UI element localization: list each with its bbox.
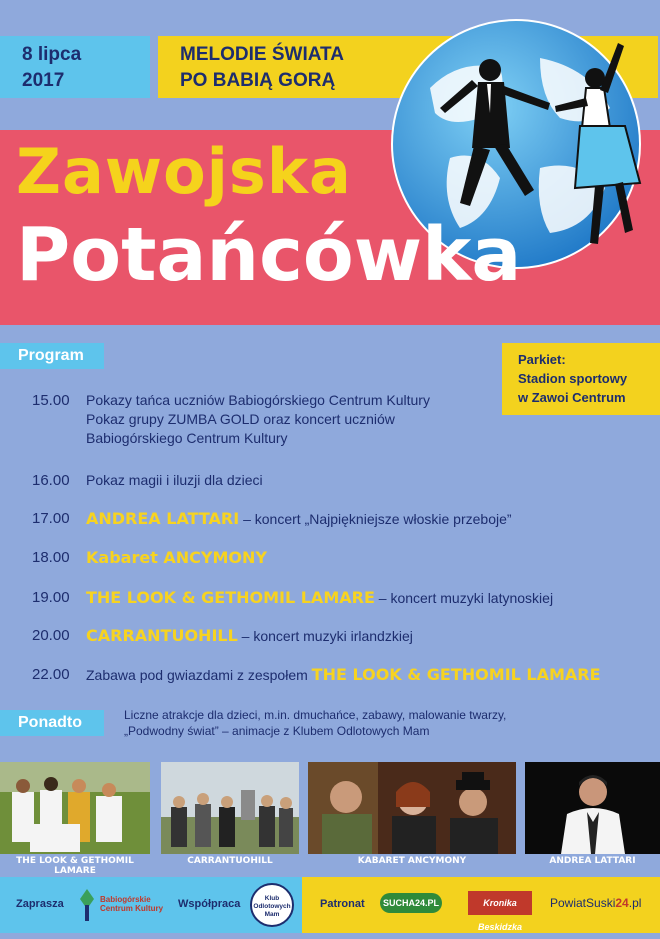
program-label: Program xyxy=(0,343,104,369)
photo-carrantuohill xyxy=(161,762,299,854)
event-date xyxy=(0,36,150,98)
powiatsuski-logo-number: 24 xyxy=(615,896,629,910)
date-year: 2017 xyxy=(22,70,65,91)
program-time: 22.00 xyxy=(32,666,70,683)
sucha24-logo: SUCHA24.PL xyxy=(380,893,442,913)
venue-label: Parkiet: xyxy=(518,352,566,367)
program-text-block xyxy=(86,548,267,568)
program-text-block xyxy=(86,626,413,646)
title-line2: Potańcówka xyxy=(16,212,522,298)
program-text: Babiogórskiego Centrum Kultury xyxy=(86,430,288,446)
program-time: 17.00 xyxy=(32,510,70,527)
bck-logo-line1: Babiogórskie xyxy=(100,895,151,904)
performer-name: ANDREA LATTARI xyxy=(86,509,240,528)
program-time: 16.00 xyxy=(32,472,70,489)
powiatsuski-logo xyxy=(550,896,641,910)
program-text-block xyxy=(86,665,601,685)
venue-line2: w Zawoi Centrum xyxy=(518,390,626,405)
extra-line1: Liczne atrakcje dla dzieci, m.in. dmuchańce, zabawy, malowanie twarzy, xyxy=(124,708,507,722)
photo-the-look xyxy=(0,762,150,854)
program-time: 20.00 xyxy=(32,627,70,644)
performer-name: THE LOOK & GETHOMIL LAMARE xyxy=(311,665,601,684)
extra-label: Ponadto xyxy=(0,710,104,736)
subtitle-line1: MELODIE ŚWIATA xyxy=(180,44,344,65)
program-text: – koncert muzyki latynoskiej xyxy=(374,590,554,606)
organizer-label: Zaprasza xyxy=(16,898,64,910)
date-day: 8 lipca xyxy=(22,44,82,65)
program-text-block xyxy=(86,588,553,608)
program-text: – koncert „Najpiękniejsze włoskie przeboje” xyxy=(239,511,512,527)
photo-caption: THE LOOK & GETHOMIL LAMARE xyxy=(16,856,134,876)
performer-name: THE LOOK & GETHOMIL LAMARE xyxy=(86,588,375,607)
venue-line1: Stadion sportowy xyxy=(518,371,628,386)
program-text-block xyxy=(86,509,512,529)
title-line1: Zawojska xyxy=(16,135,352,208)
program-time: 19.00 xyxy=(32,589,70,606)
cooperation-label: Współpraca xyxy=(178,898,241,910)
venue-box xyxy=(502,343,660,415)
program-time: 18.00 xyxy=(32,549,70,566)
bck-logo-text xyxy=(100,895,163,913)
kronika-logo: Kronika Beskidzka xyxy=(468,891,532,915)
performer-name: Kabaret ANCYMONY xyxy=(86,548,268,567)
performer-name: CARRANTUOHILL xyxy=(86,626,238,645)
photo-kabaret-ancymony xyxy=(308,762,516,854)
program-text: Pokaz grupy ZUMBA GOLD oraz koncert uczniów xyxy=(86,411,395,427)
bck-logo-icon xyxy=(78,887,96,923)
program-text-block xyxy=(86,391,430,448)
photo-caption: KABARET ANCYMONY xyxy=(357,856,467,866)
extra-text xyxy=(124,707,506,739)
photo-caption: CARRANTUOHILL xyxy=(187,856,273,866)
footer-patrons xyxy=(302,877,660,933)
powiatsuski-logo-text: PowiatSuski xyxy=(550,896,616,910)
program-text: – koncert muzyki irlandzkiej xyxy=(237,628,413,644)
footer-organizers xyxy=(0,877,302,933)
extra-line2: „Podwodny świat” – animacje z Klubem Odlotowych Mam xyxy=(124,724,430,738)
photo-caption: ANDREA LATTARI xyxy=(549,856,636,866)
photo-andrea-lattari xyxy=(525,762,660,854)
program-text: Pokaz magii i iluzji dla dzieci xyxy=(86,472,263,488)
program-text: Zabawa pod gwiazdami z zespołem xyxy=(86,667,312,683)
bck-logo-line2: Centrum Kultury xyxy=(100,904,164,913)
powiatsuski-logo-tld: .pl xyxy=(628,896,642,910)
program-text: Pokazy tańca uczniów Babiogórskiego Centrum Kultury xyxy=(86,392,430,408)
patron-label: Patronat xyxy=(320,898,365,910)
club-logo: Klub Odlotowych Mam xyxy=(250,883,294,927)
subtitle-line2: PO BABIĄ GORĄ xyxy=(180,70,336,91)
program-time: 15.00 xyxy=(32,392,70,409)
